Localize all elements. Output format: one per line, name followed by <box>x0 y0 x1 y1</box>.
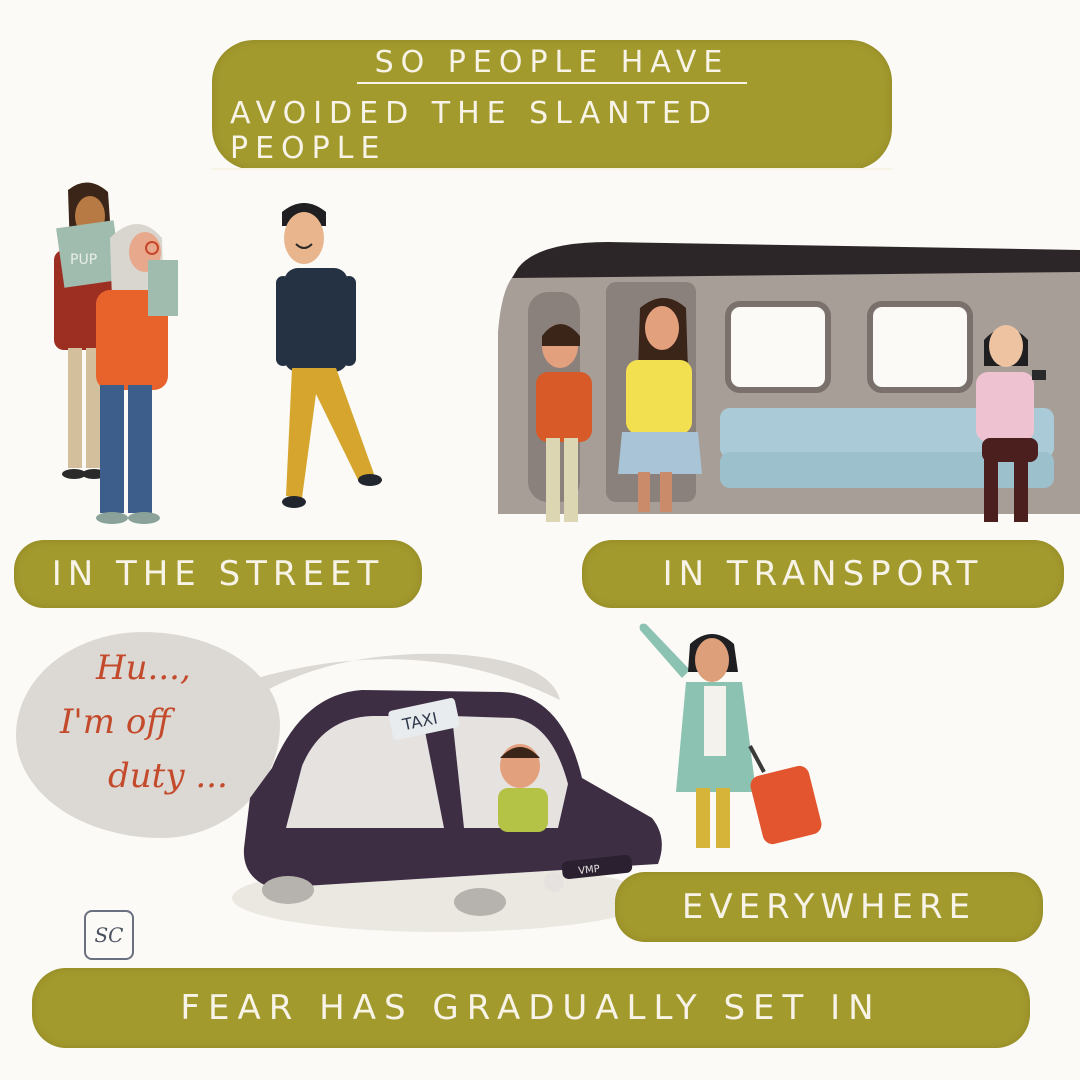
street-scene <box>40 180 400 530</box>
everywhere-caption-banner <box>615 872 1043 942</box>
speech-line3: duty ... <box>108 756 228 796</box>
newspaper-text: PUP <box>70 252 98 268</box>
transport-caption-banner <box>582 540 1064 608</box>
artist-signature <box>84 910 134 960</box>
transport-caption: IN TRANSPORT <box>662 554 984 594</box>
taxi-sign-text: TAXI <box>400 708 440 735</box>
street-caption: IN THE STREET <box>51 554 385 594</box>
everywhere-caption: EVERYWHERE <box>681 887 977 927</box>
taxi <box>232 688 672 938</box>
train-window <box>870 304 970 390</box>
train-scene <box>498 242 1080 532</box>
top-caption-line2: AVOIDED THE SLANTED PEOPLE <box>212 92 892 170</box>
phone-icon <box>1032 370 1046 380</box>
top-caption-line1: SO PEOPLE HAVE <box>357 41 748 84</box>
train-window <box>728 304 828 390</box>
walking-man <box>276 203 382 508</box>
taxi-wheel <box>262 876 314 904</box>
headlight <box>544 872 564 892</box>
woman-hailing-taxi <box>630 620 840 860</box>
street-caption-banner <box>14 540 422 608</box>
taxi-wheel <box>454 888 506 916</box>
top-caption-banner <box>212 40 892 170</box>
fear-caption: FEAR HAS GRADUALLY SET IN <box>180 988 882 1028</box>
fear-caption-banner <box>32 968 1030 1048</box>
speech-line1: Hu..., <box>96 648 191 688</box>
license-plate: VMP <box>577 863 601 877</box>
speech-line2: I'm off <box>60 702 171 742</box>
signature-text: SC <box>94 923 124 947</box>
suitcase <box>748 746 823 846</box>
